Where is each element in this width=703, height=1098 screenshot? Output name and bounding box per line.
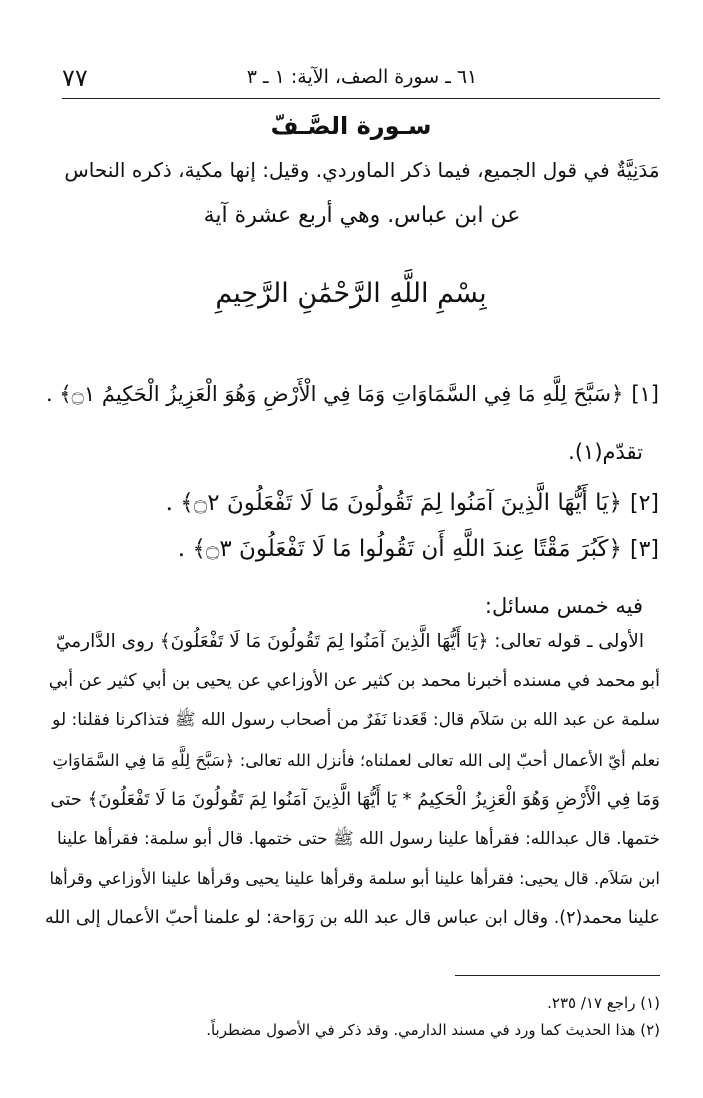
body-line: سلمة عن عبد الله بن سَلاَم قال: قَعَدنا نَفَرٌ من أصحاب رسول الله ﷺ فتذاكرنا فقلنا: لو: [52, 710, 660, 730]
verse-2: [166, 490, 659, 516]
page-number: ٧٧: [62, 64, 88, 92]
verse-number: [٣]: [629, 536, 659, 562]
body-line: ابن سَلاَم. قال يحيى: فقرأها علينا أبو سلمة وقرأها علينا يحيى وقرأها علينا الأوزاعي وقرأها: [49, 869, 660, 888]
body-line: أبو محمد في مسنده أخبرنا محمد بن كثير عن الأوزاعي عن يحيى بن أبي كثير عن أبي: [48, 670, 660, 691]
intro-line: مَدَنِيَّةٌ في قول الجميع، فيما ذكر الماوردي. وقيل: إنها مكية، ذكره النحاس: [64, 158, 660, 182]
surah-title: سـورة الصَّـفّ: [270, 112, 432, 140]
body-line: نعلم أيّ الأعمال أحبّ إلى الله تعالى لعملناه؛ فأنزل الله تعالى: ﴿سَبَّحَ لِلَّهِ مَا فِي السَّمَاوَاتِ: [52, 750, 660, 770]
footnote: (١) راجع ١٧/ ٢٣٥.: [547, 994, 660, 1012]
body-line: ختمها. قال عبدالله: فقرأها علينا رسول الله ﷺ حتى ختمها. قال أبو سلمة: فقرأها علينا: [56, 828, 660, 849]
verse-number: [١]: [631, 382, 659, 406]
intro-line: عن ابن عباس. وهي أربع عشرة آية: [203, 203, 521, 228]
commentary-body: [44, 622, 660, 938]
body-line: الأولى ـ قوله تعالى: ﴿يَا أَيُّهَا الَّذِينَ آمَنُوا لِمَ تَقُولُونَ مَا لَا تَفْعَلُونَ﴾ روى الدَّارميّ: [55, 631, 644, 652]
running-head: ٦١ ـ سورة الصف، الآية: ١ ـ ٣: [246, 66, 478, 88]
verse-1: [46, 382, 659, 406]
verse-text: ﴿سَبَّحَ لِلَّهِ مَا فِي السَّمَاوَاتِ وَمَا فِي الْأَرْضِ وَهُوَ الْعَزِيزُ الْحَكِيمُ ۝١﴾ .: [45, 382, 624, 406]
basmala: بِسْمِ اللَّهِ الرَّحْمَٰنِ الرَّحِيمِ: [215, 278, 487, 309]
taqaddam-note: تقدّم(١).: [568, 440, 643, 464]
verse-3: [178, 536, 659, 562]
footnote-divider: [455, 975, 660, 976]
body-line: علينا محمد(٢). وقال ابن عباس قال عبد الله بن رَوَاحة: لو علمنا أحبّ الأعمال إلى الله: [44, 907, 660, 928]
masail-heading: فيه خمس مسائل:: [484, 594, 643, 618]
verse-number: [٢]: [629, 490, 659, 516]
footnote: (٢) هذا الحديث كما ورد في مسند الدارمي. وقد ذكر في الأصول مضطرباً.: [206, 1021, 660, 1039]
verse-text: ﴿يَا أَيُّهَا الَّذِينَ آمَنُوا لِمَ تَقُولُونَ مَا لَا تَفْعَلُونَ ۝٢﴾ .: [165, 490, 622, 516]
page-header: [62, 60, 660, 99]
surah-intro: [62, 147, 662, 239]
body-line: وَمَا فِي الْأَرْضِ وَهُوَ الْعَزِيزُ الْحَكِيمُ * يَا أَيُّهَا الَّذِينَ آمَنُوا لِمَ تَقُولُونَ مَا لَا تَفْعَلُونَ﴾ حتى: [50, 789, 660, 810]
verse-text: ﴿كَبُرَ مَقْتًا عِندَ اللَّهِ أَن تَقُولُوا مَا لَا تَفْعَلُونَ ۝٣﴾ .: [177, 536, 622, 562]
footnotes: [60, 990, 660, 1044]
